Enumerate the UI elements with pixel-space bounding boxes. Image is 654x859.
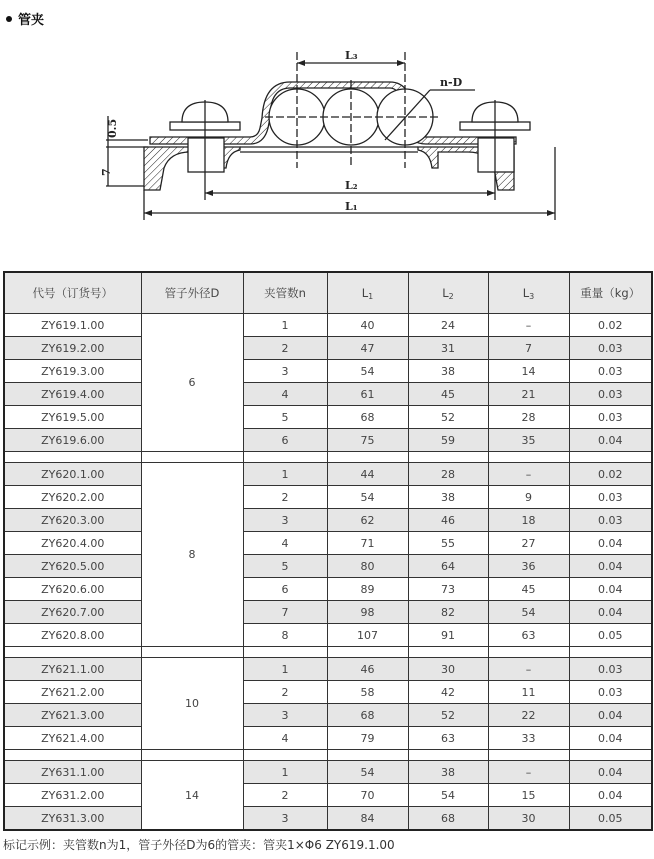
- table-row: [4, 761, 652, 784]
- cell-l2: 46: [408, 509, 488, 532]
- col-header-n: 夹管数n: [243, 272, 327, 314]
- cell-l2: 73: [408, 578, 488, 601]
- cell-code: ZY620.5.00: [4, 555, 141, 578]
- cell-n: 6: [243, 429, 327, 452]
- spacer-cell: [488, 647, 569, 658]
- spacer-cell: [4, 452, 141, 463]
- cell-l3: 11: [488, 681, 569, 704]
- cell-code: ZY620.4.00: [4, 532, 141, 555]
- col-header-l2: $L_2$: [408, 272, 488, 314]
- cell-l1: 70: [327, 784, 408, 807]
- nd-label: n-D: [440, 76, 463, 89]
- cell-l1: 68: [327, 406, 408, 429]
- cell-l3: 15: [488, 784, 569, 807]
- cell-weight: 0.04: [569, 727, 652, 750]
- spacer-cell: [327, 647, 408, 658]
- table-row: [4, 555, 652, 578]
- cell-weight: 0.03: [569, 360, 652, 383]
- cell-n: 2: [243, 337, 327, 360]
- cell-weight: 0.03: [569, 383, 652, 406]
- cell-l2: 38: [408, 761, 488, 784]
- table-row: [4, 406, 652, 429]
- l2-label: L₂: [345, 179, 358, 192]
- cell-weight: 0.05: [569, 807, 652, 831]
- dim-7-label: 7: [100, 168, 113, 176]
- table-row: [4, 463, 652, 486]
- spacer-cell: [141, 452, 243, 463]
- cell-weight: 0.02: [569, 314, 652, 337]
- cell-n: 6: [243, 578, 327, 601]
- cell-n: 3: [243, 360, 327, 383]
- spacer-cell: [569, 647, 652, 658]
- table-row: [4, 658, 652, 681]
- cell-code: ZY620.6.00: [4, 578, 141, 601]
- table-row: [4, 681, 652, 704]
- cell-l3: –: [488, 314, 569, 337]
- cell-n: 5: [243, 555, 327, 578]
- cell-l3: 27: [488, 532, 569, 555]
- spacer-row: [4, 452, 652, 463]
- cell-l1: 107: [327, 624, 408, 647]
- cell-l3: 14: [488, 360, 569, 383]
- cell-l1: 71: [327, 532, 408, 555]
- cell-l1: 68: [327, 704, 408, 727]
- cell-code: ZY619.1.00: [4, 314, 141, 337]
- spacer-cell: [243, 647, 327, 658]
- cell-n: 1: [243, 463, 327, 486]
- table-row: [4, 360, 652, 383]
- table-row: [4, 704, 652, 727]
- cell-l1: 44: [327, 463, 408, 486]
- cell-l3: 33: [488, 727, 569, 750]
- cell-l3: 63: [488, 624, 569, 647]
- cell-l2: 52: [408, 704, 488, 727]
- cell-l3: 54: [488, 601, 569, 624]
- spacer-cell: [327, 452, 408, 463]
- bullet-icon: [6, 16, 12, 22]
- cell-l3: 21: [488, 383, 569, 406]
- cell-diameter: 10: [141, 658, 243, 750]
- cell-l1: 98: [327, 601, 408, 624]
- col-header-weight: 重量（kg）: [569, 272, 652, 314]
- cell-n: 4: [243, 383, 327, 406]
- cell-weight: 0.04: [569, 601, 652, 624]
- cell-l2: 59: [408, 429, 488, 452]
- cell-code: ZY621.1.00: [4, 658, 141, 681]
- cell-l2: 31: [408, 337, 488, 360]
- cell-weight: 0.04: [569, 555, 652, 578]
- cell-diameter: 6: [141, 314, 243, 452]
- cell-n: 1: [243, 314, 327, 337]
- cell-code: ZY621.3.00: [4, 704, 141, 727]
- spacer-cell: [488, 750, 569, 761]
- cell-diameter: 14: [141, 761, 243, 831]
- l3-label: L₃: [345, 49, 358, 62]
- cell-l3: 28: [488, 406, 569, 429]
- spec-table: [3, 271, 653, 831]
- cell-code: ZY619.5.00: [4, 406, 141, 429]
- cell-l2: 38: [408, 360, 488, 383]
- cell-n: 1: [243, 658, 327, 681]
- cell-weight: 0.04: [569, 704, 652, 727]
- cell-l2: 91: [408, 624, 488, 647]
- cell-weight: 0.05: [569, 624, 652, 647]
- cell-code: ZY619.2.00: [4, 337, 141, 360]
- cell-code: ZY619.6.00: [4, 429, 141, 452]
- cell-code: ZY621.2.00: [4, 681, 141, 704]
- cell-weight: 0.03: [569, 486, 652, 509]
- cell-code: ZY619.3.00: [4, 360, 141, 383]
- cell-n: 2: [243, 681, 327, 704]
- spacer-row: [4, 750, 652, 761]
- cell-l2: 55: [408, 532, 488, 555]
- table-row: [4, 727, 652, 750]
- cell-diameter: 8: [141, 463, 243, 647]
- cell-weight: 0.04: [569, 578, 652, 601]
- cell-l2: 42: [408, 681, 488, 704]
- cell-weight: 0.04: [569, 532, 652, 555]
- cell-n: 3: [243, 509, 327, 532]
- cell-l3: –: [488, 463, 569, 486]
- cell-n: 2: [243, 784, 327, 807]
- cell-n: 3: [243, 807, 327, 831]
- spacer-row: [4, 647, 652, 658]
- table-row: [4, 601, 652, 624]
- cell-weight: 0.04: [569, 761, 652, 784]
- table-row: [4, 578, 652, 601]
- cell-l1: 75: [327, 429, 408, 452]
- cell-l1: 80: [327, 555, 408, 578]
- cell-l3: –: [488, 761, 569, 784]
- cell-l3: 30: [488, 807, 569, 831]
- cell-l2: 64: [408, 555, 488, 578]
- cell-l3: 22: [488, 704, 569, 727]
- cell-weight: 0.03: [569, 509, 652, 532]
- cell-l1: 62: [327, 509, 408, 532]
- cell-l2: 38: [408, 486, 488, 509]
- cell-l1: 54: [327, 360, 408, 383]
- cell-weight: 0.04: [569, 784, 652, 807]
- cell-weight: 0.03: [569, 681, 652, 704]
- cell-code: ZY631.1.00: [4, 761, 141, 784]
- cell-l1: 84: [327, 807, 408, 831]
- spacer-cell: [141, 647, 243, 658]
- cell-l3: –: [488, 658, 569, 681]
- col-header-d: 管子外径D: [141, 272, 243, 314]
- spacer-cell: [4, 750, 141, 761]
- cell-l3: 7: [488, 337, 569, 360]
- cell-code: ZY619.4.00: [4, 383, 141, 406]
- cell-n: 5: [243, 406, 327, 429]
- cell-code: ZY620.1.00: [4, 463, 141, 486]
- cell-l2: 63: [408, 727, 488, 750]
- table-row: [4, 532, 652, 555]
- header-row: [4, 272, 652, 314]
- spacer-cell: [569, 452, 652, 463]
- table-row: [4, 383, 652, 406]
- col-header-code: 代号（订货号）: [4, 272, 141, 314]
- cell-l1: 46: [327, 658, 408, 681]
- cell-weight: 0.03: [569, 406, 652, 429]
- cell-l2: 68: [408, 807, 488, 831]
- spacer-cell: [243, 750, 327, 761]
- spacer-cell: [569, 750, 652, 761]
- l1-label: L₁: [345, 200, 358, 213]
- dim-05-label: 0.5: [106, 118, 119, 138]
- cell-weight: 0.02: [569, 463, 652, 486]
- table-row: [4, 337, 652, 360]
- cell-l2: 28: [408, 463, 488, 486]
- section-title: [6, 9, 44, 28]
- section-title-text: 管夹: [18, 13, 45, 28]
- cell-l1: 54: [327, 761, 408, 784]
- cell-n: 8: [243, 624, 327, 647]
- cell-l1: 79: [327, 727, 408, 750]
- cell-l3: 45: [488, 578, 569, 601]
- spacer-cell: [4, 647, 141, 658]
- cell-l3: 9: [488, 486, 569, 509]
- cell-code: ZY631.2.00: [4, 784, 141, 807]
- spacer-cell: [141, 750, 243, 761]
- cell-l1: 47: [327, 337, 408, 360]
- cell-l2: 30: [408, 658, 488, 681]
- cell-l2: 24: [408, 314, 488, 337]
- cell-l1: 89: [327, 578, 408, 601]
- spacer-cell: [408, 647, 488, 658]
- cell-l2: 54: [408, 784, 488, 807]
- pipe-clamp-drawing: [100, 40, 560, 220]
- cell-weight: 0.03: [569, 337, 652, 360]
- spacer-cell: [408, 452, 488, 463]
- cell-code: ZY631.3.00: [4, 807, 141, 831]
- spacer-cell: [408, 750, 488, 761]
- cell-weight: 0.04: [569, 429, 652, 452]
- table-row: [4, 314, 652, 337]
- table-row: [4, 486, 652, 509]
- cell-n: 2: [243, 486, 327, 509]
- table-row: [4, 429, 652, 452]
- cell-l3: 36: [488, 555, 569, 578]
- cell-l2: 52: [408, 406, 488, 429]
- spacer-cell: [488, 452, 569, 463]
- cell-code: ZY620.7.00: [4, 601, 141, 624]
- cell-n: 7: [243, 601, 327, 624]
- cell-l1: 58: [327, 681, 408, 704]
- table-row: [4, 807, 652, 831]
- cell-n: 4: [243, 532, 327, 555]
- cell-n: 3: [243, 704, 327, 727]
- cell-code: ZY620.8.00: [4, 624, 141, 647]
- cell-code: ZY621.4.00: [4, 727, 141, 750]
- cell-l3: 35: [488, 429, 569, 452]
- table-row: [4, 624, 652, 647]
- col-header-l3: $L_3$: [488, 272, 569, 314]
- col-header-l1: $L_1$: [327, 272, 408, 314]
- cell-l2: 45: [408, 383, 488, 406]
- cell-code: ZY620.2.00: [4, 486, 141, 509]
- cell-l1: 54: [327, 486, 408, 509]
- spacer-cell: [243, 452, 327, 463]
- cell-code: ZY620.3.00: [4, 509, 141, 532]
- cell-n: 1: [243, 761, 327, 784]
- table-row: [4, 784, 652, 807]
- table-row: [4, 509, 652, 532]
- spacer-cell: [327, 750, 408, 761]
- cell-l1: 61: [327, 383, 408, 406]
- cell-l3: 18: [488, 509, 569, 532]
- cell-weight: 0.03: [569, 658, 652, 681]
- cell-n: 4: [243, 727, 327, 750]
- cell-l2: 82: [408, 601, 488, 624]
- marking-example-note: 标记示例：夹管数n为1，管子外径D为6的管夹：管夹1×Φ6 ZY619.1.00: [3, 838, 395, 852]
- cell-l1: 40: [327, 314, 408, 337]
